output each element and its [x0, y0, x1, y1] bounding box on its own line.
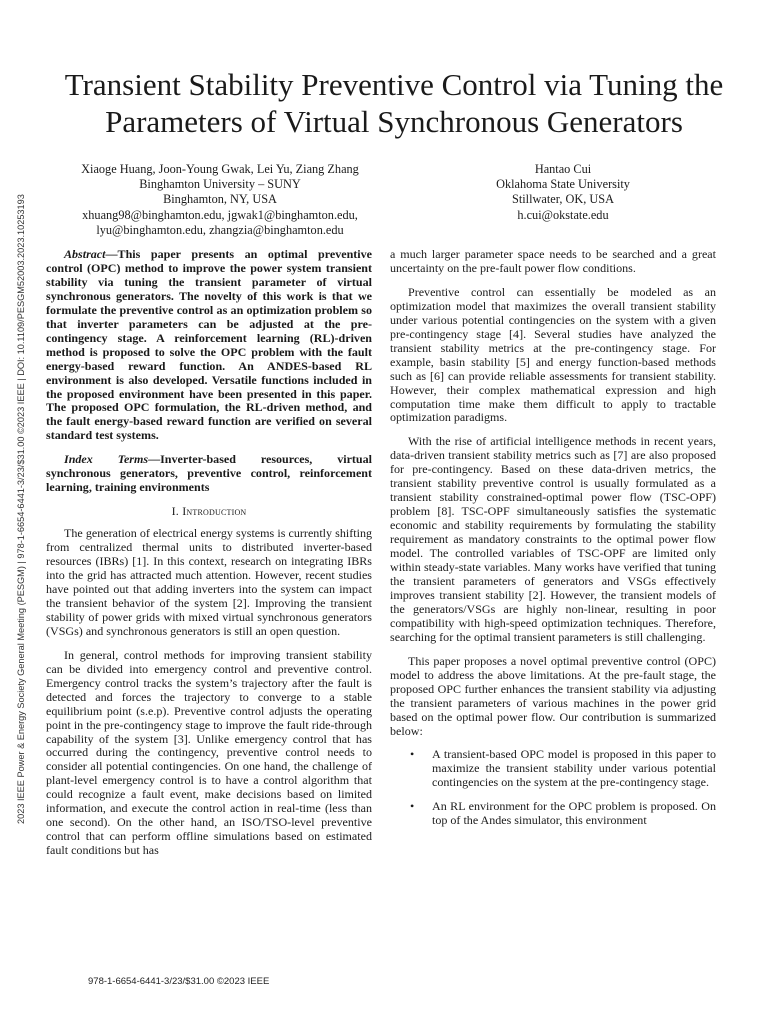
abstract-text: —This paper presents an optimal preventive control (OPC) method to improve the power system transient stability via tuning the transient parameter of virtual synchronous generators. The novelty of this work is that we formulate the preventive control as an optimization problem so that inverter parameters can be adjusted at the pre-contingency stage. A reinforcement learning (RL)-driven method is proposed to solve the OPC problem with the fault energy-based reward function. An ANDES-based RL environment is also developed. Versatile functions included in the proposed environment have been presented in this paper. The proposed OPC formulation, the RL-driven method, and the fault energy-based reward function are verified on several standard test systems.: [46, 247, 372, 443]
abstract-label: Abstract: [64, 247, 106, 261]
body-paragraph: Preventive control can essentially be modeled as an optimization model that maximizes the overall transient stability under various potential contingencies on the system with a given pre-contingency stage [4]. Several studies have analyzed the transient stability metrics at the pre-contingency stage. For example, basin stability [5] and energy function-based methods such as [6] can provide reliable assessments for transient stability. However, their complex mathematical expression and high computation time make them difficult to apply to tractable optimization paradigms.: [390, 284, 716, 425]
author-affiliation: Oklahoma State University: [496, 177, 630, 192]
right-column: [390, 248, 716, 838]
author-location: Binghamton, NY, USA: [163, 192, 277, 207]
author-names: Hantao Cui: [534, 162, 592, 176]
bullet-icon: •: [410, 747, 415, 762]
body-paragraph: The generation of electrical energy systems is currently shifting from centralized thermal units to distributed inverter-based resources (IBRs) [1]. In this context, research on integrating IBRs into the grid has attracted much attention. However, recent studies have pointed out that adding inverters into the system can impact the transient behavior of the system [2]. Improving the transient stability of power grids with mixed virtual synchronous generators (VSGs) and synchronous generators is still an open question.: [46, 526, 372, 638]
index-terms-label: Index Terms: [64, 452, 149, 467]
index-terms: [46, 453, 372, 495]
bullet-icon: •: [410, 799, 415, 814]
body-paragraph: This paper proposes a novel optimal preventive control (OPC) model to address the above limitations. At the pre-fault stage, the proposed OPC further enhances the transient stability via adjusting the transient parameters of various machines in the power grid based on the optimal power flow. Our contribution is summarized below:: [390, 653, 716, 738]
paper-title: [40, 66, 748, 140]
author-emails-1: xhuang98@binghamton.edu, jgwak1@binghamton.edu,: [82, 207, 358, 222]
index-terms-text: —Inverter-based resources, virtual synchronous generators, preventive control, reinforcement learning, training environments: [46, 452, 373, 495]
title-line-2: Parameters of Virtual Synchronous Generators: [105, 104, 683, 139]
section-heading: I. Introduction: [171, 504, 247, 519]
abstract: [46, 248, 372, 443]
author-affiliation: Binghamton University – SUNY: [139, 177, 301, 192]
copyright-footer: 978-1-6654-6441-3/23/$31.00 ©2023 IEEE: [88, 976, 270, 987]
author-names: Xiaoge Huang, Joon-Young Gwak, Lei Yu, Ziang Zhang: [81, 162, 359, 176]
author-block-left: [60, 162, 380, 238]
list-item-text: A transient-based OPC model is proposed in this paper to maximize the transient stability under various potential contingencies on the system at the pre-contingency stage.: [432, 747, 716, 790]
title-line-1: Transient Stability Preventive Control via Tuning the: [64, 67, 724, 102]
author-location: Stillwater, OK, USA: [512, 192, 614, 207]
body-paragraph-continuation: a much larger parameter space needs to be searched and a great uncertainty on the pre-fault power flow conditions.: [390, 247, 716, 275]
left-column: [46, 248, 372, 868]
list-item: [390, 800, 716, 828]
list-item: [390, 748, 716, 790]
author-emails-2: lyu@binghamton.edu, zhangzia@binghamton.edu: [96, 222, 344, 237]
list-item-text: An RL environment for the OPC problem is proposed. On top of the Andes simulator, this environment: [432, 799, 716, 828]
body-paragraph: With the rise of artificial intelligence methods in recent years, data-driven transient stability metrics such as [7] are also proposed for pre-contingency. Based on these data-driven metrics, the transient stability preventive control is usually formulated as a transient stability constrained-optimal power flow (TSC-OPF) problem [8]. TSC-OPF simultaneously satisfies the systematic economic and stability requirements by formulating the stability requirement as mandatory constraints to the optimal power flow model. The controlled variables of TSC-OPF are limited only within steady-state variables. Many works have verified that tuning the transient parameters of generators and VSGs effectively improves transient stability [2]. However, the transient models of the generators/VSGs are highly non-linear, resulting in poor compatibility with high-speed optimization techniques. Therefore, searching for the optimal transient parameters is still challenging.: [390, 434, 716, 644]
author-email: h.cui@okstate.edu: [517, 207, 609, 222]
author-block-right: [440, 162, 686, 223]
doi-side-note: 2023 IEEE Power & Energy Society General Meeting (PESGM) | 978-1-6654-6441-3/23/$31.00 ©2023 IEEE | DOI: 10.1109/PESGM52003.2023.10253193: [16, 194, 26, 824]
body-paragraph: In general, control methods for improving transient stability can be divided into emergency control and preventive control. Emergency control tracks the system’s trajectory after the fault is detected and forces the trajectory to converge to a stable equilibrium point (s.e.p). Preventive control adjusts the operating point in the pre-contingency stage to improve the fault ride-through capability of the system [3]. Unlike emergency control that has occurred during the contingency, preventive control needs to consider all potential contingencies. On one hand, the challenge of plant-level emergency control is to have a control algorithm that could recognize a fault event, make decisions based on limited information, and execute the control action in real-time (less than one second). On the other hand, an ISO/TSO-level preventive control that can perform offline simulations based on estimated fault conditions but has: [46, 647, 372, 858]
contribution-list: [390, 748, 716, 828]
